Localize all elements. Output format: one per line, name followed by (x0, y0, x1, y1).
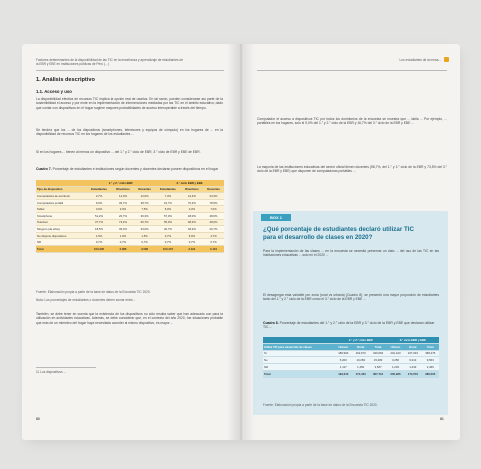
box-table-cell: 1,450 (352, 364, 369, 371)
left-paragraph-1: La disponibilidad efectiva de recursos TIC implica la opción real de usarlos. En tal razón, pueden considerarse así parte de la sostenibilidad el acceso y por ende en la implementación de intervenciones mediadas por las TIC en el ámbito educativo; dado que contar con dispositivos en el hogar sugiere mayores probabilidades de acceso interoperable a través del tiempo. (36, 97, 223, 110)
box-table-cell: No (263, 357, 335, 364)
table-cell: 48,0% (203, 219, 224, 226)
table-cell: 1,0% (112, 232, 134, 239)
box-table-cell: 1,233 (404, 364, 421, 371)
table-cell: 5,0% (181, 232, 203, 239)
subsection-title: 1.1. Acceso y uso (36, 89, 72, 94)
table-cell: 48,0% (203, 212, 224, 219)
box-table-column-header: Total (369, 343, 386, 350)
table-cell: Smartphone (36, 212, 86, 219)
box-table-wrap (263, 337, 439, 378)
table-column-header: Directivos (112, 186, 134, 193)
right-page (241, 44, 460, 440)
left-paragraph-after: También, se debe tener en cuenta que la existencia de los dispositivos no sólo resulta saber que han adecuado con para la utilización en actividades educativas. Además, se debe considerar que, en el contexto del año 2020, fue situaciones probable que más de un miembro del hogar haya necesitado acceder al mismo dispositivo, es mayor ... (36, 312, 223, 325)
table-caption (36, 167, 223, 171)
table-cell: 12,0% (112, 193, 134, 200)
box-table-cell: 186,993 (335, 350, 352, 357)
table-row (36, 199, 224, 206)
box-table-cell: 1,117 (335, 364, 352, 371)
box-table-cell: 367,713 (369, 370, 386, 377)
box-table-cell: 205,926 (387, 370, 404, 377)
table-cell: 3.086 (112, 245, 134, 252)
table-cell: 20,7% (112, 212, 134, 219)
box-table-cell: 368,476 (422, 350, 439, 357)
box-table-total-row (263, 370, 439, 377)
box-paragraph-2: El desagregar esta variable por zona (rural vs urbana) (Cuadro 8), se presentó una mayor proporción de estudiantes tanto del 1.° y 2.° ciclo de la EBR como el 3.° ciclo de la EBR y EBE ... (263, 293, 439, 302)
right-page-number: 81 (440, 417, 444, 421)
box-table-caption-label: Cuadro 8. (263, 321, 279, 325)
table-cell: 3,0% (86, 206, 112, 213)
box-table-header-row (263, 343, 439, 350)
box-table-cell: 9,563 (422, 357, 439, 364)
box-table-cell: 2,567 (369, 364, 386, 371)
table-cell: 33,0% (134, 226, 155, 233)
box-table-cell: 174,403 (352, 370, 369, 377)
table-header-row (36, 186, 224, 193)
table-cell: 51,2% (86, 212, 112, 219)
table-cell: Total (36, 245, 86, 252)
box-table-caption-text: Porcentaje de estudiantes del 1.° y 2.° ciclo de la EBR y 3.° ciclo de la EBR y EBE que declaran utilizar TIC ... (263, 321, 435, 330)
left-page (22, 44, 241, 440)
box-table-cell: Sí (263, 350, 335, 357)
table-cell: 57,3% (155, 212, 181, 219)
box-table-cell: 380,505 (422, 370, 439, 377)
box-table-column-header: Urbano (387, 343, 404, 350)
table-cell: No dispone dispositivos (36, 232, 86, 239)
table-cell: Televisor (36, 219, 86, 226)
table-cell: 100.473 (155, 245, 181, 252)
box-table-column-header: Rural (404, 343, 421, 350)
table-row (36, 212, 224, 219)
table-row (36, 219, 224, 226)
box-paragraph-1: Para la implementación de las clases ... en la encuesta se necesitó preservar un dato ... del uso de las TIC en las instituciones educativas ... solo en el 2020 ... (263, 249, 439, 258)
box-table-column-header: Utiliza TIC para desarrollo de clases (263, 343, 335, 350)
table-cell: 36,3% (112, 226, 134, 233)
table-cell: Tablet (36, 206, 86, 213)
table-cell: 12,0% (134, 193, 155, 200)
right-paragraph-2: La mayoría de las instituciones educativas del sector oficial tienen docentes (58,7%, del 1.° y 2.° ciclo de la EBR y 73,5% del 3.° ciclo de la EBR y EBE) que disponen de computadoras portátiles ... (257, 165, 447, 174)
table-cell: Computadora portátil (36, 199, 86, 206)
footnote: 11 Los dispositivos ... (36, 370, 67, 374)
table-cell: 16,7% (155, 199, 181, 206)
table-cell: 9,0% (86, 199, 112, 206)
table-row (263, 350, 439, 357)
table-row (263, 357, 439, 364)
box-table-cell: 5,200 (335, 357, 352, 364)
table-cell: 0,7% (86, 239, 112, 246)
table-caption-label: Cuadro 7. (36, 167, 52, 171)
table-group-header: 1.° y 2.° ciclo EBR (86, 180, 155, 186)
section-marker-icon (444, 57, 449, 62)
box-1 (253, 211, 448, 415)
box-table-cell: 349,663 (369, 350, 386, 357)
table-cell: 3,7% (86, 193, 112, 200)
box-table-column-header: Urbano (335, 343, 352, 350)
table-cell: 4,7% (203, 232, 224, 239)
table-cell: 7,3% (155, 193, 181, 200)
box-table-cell: 174,579 (404, 370, 421, 377)
box-table-cell: 2,466 (422, 364, 439, 371)
right-running-header: Los estudiantes de la mesa... (399, 58, 441, 62)
table-row (263, 364, 439, 371)
box-table-cell: 167,033 (404, 350, 421, 357)
table-row (36, 232, 224, 239)
table-cell: 48,0% (181, 212, 203, 219)
table-column-header: Tipo de dispositivo (36, 186, 86, 193)
table-group-header: 3.° ciclo EBR y EBE (155, 180, 224, 186)
table-cell: 3,0% (112, 206, 134, 213)
table-cell: 20,7% (155, 226, 181, 233)
table-cell: NR (36, 239, 86, 246)
table-source: Fuente: Elaboración propia a partir de la base de datos de la Encuesta TIC 2020. (36, 290, 151, 294)
box-table-column-header: Total (422, 343, 439, 350)
table-cell: Computadora de escritorio (36, 193, 86, 200)
footnote-rule (36, 367, 96, 368)
table-cell: 48,3% (181, 219, 203, 226)
table-cell: 3,3% (181, 206, 203, 213)
table-cell: 0,7% (112, 239, 134, 246)
box-table-cell: 3,250 (387, 357, 404, 364)
table-cell: 48,3% (181, 226, 203, 233)
left-paragraph-2: Se tendría que los ... de los dispositivos (smartphones, televisores y equipos de cómputo) en los hogares de ... en la disponibilidad de recursos TIC en los hogares de los estudiantes ... (36, 128, 223, 137)
box-table-source: Fuente: Elaboración propia a partir de la base de datos de la Encuesta TIC 2020. (263, 403, 378, 407)
devices-table-wrap (36, 180, 224, 253)
box-title: ¿Qué porcentaje de estudiantes declaró utilizar TIC para el desarrollo de clases en 2020? (263, 226, 414, 241)
table-column-header: Directivos (181, 186, 203, 193)
table-cell: 73,4% (112, 219, 134, 226)
table-cell: 1,5% (134, 232, 155, 239)
table-caption-text: Porcentaje de estudiantes e instituciones según docentes y docentes declaran poseer dispositivos en el hogar (52, 167, 219, 171)
left-paragraph-3: Si en los hogares ... tienen al menos un dispositivo ... del 1.° y 2.° ciclo de EBR, 3.° ciclo de EBR y EBE de EBR. (36, 150, 201, 154)
table-row (36, 226, 224, 233)
table-cell: 26,7% (203, 226, 224, 233)
left-page-number: 80 (36, 417, 40, 421)
table-cell: 23,3% (203, 193, 224, 200)
table-column-header: Estudiantes (86, 186, 112, 193)
box-table-cell: 15,483 (369, 357, 386, 364)
table-cell: 78,5% (203, 199, 224, 206)
devices-table-body (36, 193, 224, 246)
section-title: 1. Análisis descriptivo (36, 77, 95, 83)
table-row (36, 206, 224, 213)
table-cell: 36,3% (134, 212, 155, 219)
table-column-header: Docentes (203, 186, 224, 193)
table-cell: 3.191 (203, 245, 224, 252)
table-cell: 3.086 (134, 245, 155, 252)
table-total-row (36, 245, 224, 252)
table-row (36, 239, 224, 246)
table-cell: 55,3% (155, 219, 181, 226)
table-cell: 3,7% (155, 232, 181, 239)
box-table-cell: 162,670 (352, 350, 369, 357)
table-cell: 7,5% (134, 206, 155, 213)
box-tag: BOX 1 (261, 214, 291, 221)
right-header-rule (257, 70, 447, 71)
table-cell: 18,5% (86, 226, 112, 233)
box-table-cell: 10,283 (352, 357, 369, 364)
table-cell: 37,7% (86, 219, 112, 226)
table-cell: 0,7% (134, 239, 155, 246)
table-cell: 5,0% (155, 206, 181, 213)
box-table-cell: 1,233 (387, 364, 404, 371)
box-table-cell: Total (263, 370, 335, 377)
left-running-header: Factores determinantes de la disponibilidad de las TIC en la enseñanza y aprendizaje de estudiantes de la EBR y EBE en instituciones públicas de Perú (…) (36, 58, 184, 67)
table-column-header: Estudiantes (155, 186, 181, 193)
box-table-group-header: 3.° ciclo EBR y EBE (387, 337, 439, 343)
table-cell: 0,7% (181, 239, 203, 246)
box-table-group-header: 1.° y 2.° ciclo EBR (335, 337, 387, 343)
table-row (36, 193, 224, 200)
left-header-rule (36, 70, 224, 71)
box-table-cell: 201,443 (387, 350, 404, 357)
right-paragraph-1: Computador el acceso a dispositivos TIC por todos los dormitorios de la encuesta se muestra que ... tabla ... Por ejemplo, ... portátiles en los hogares, solo el 9,0% del 1.° y 2.° ciclo de la EBR y 16,7% del 3.° ciclo de la EBR y EBE ... (257, 117, 447, 126)
box-table (263, 337, 439, 378)
box-table-body (263, 350, 439, 370)
table-note: Nota: Los porcentajes de estudiantes o docentes deben sumar entre... (36, 298, 136, 302)
table-cell: 1,5% (86, 232, 112, 239)
box-table-caption (263, 321, 439, 330)
table-cell: 0,7% (155, 239, 181, 246)
table-cell: 3.191 (181, 245, 203, 252)
box-table-cell: NR (263, 364, 335, 371)
table-column-header: Docentes (134, 186, 155, 193)
box-table-cell: 6,313 (404, 357, 421, 364)
table-cell: 21,3% (181, 193, 203, 200)
table-cell: 0,7% (203, 239, 224, 246)
box-table-column-header: Rural (352, 343, 369, 350)
table-cell: 36,7% (112, 199, 134, 206)
devices-table (36, 180, 224, 253)
table-cell: 66,7% (134, 219, 155, 226)
table-cell: 100.395 (86, 245, 112, 252)
open-book (22, 44, 460, 440)
box-table-cell: 193,310 (335, 370, 352, 377)
table-cell: 70,3% (181, 199, 203, 206)
table-cell: 38,7% (134, 199, 155, 206)
table-cell: Ninguno (de ellos) (36, 226, 86, 233)
table-cell: 7,0% (203, 206, 224, 213)
